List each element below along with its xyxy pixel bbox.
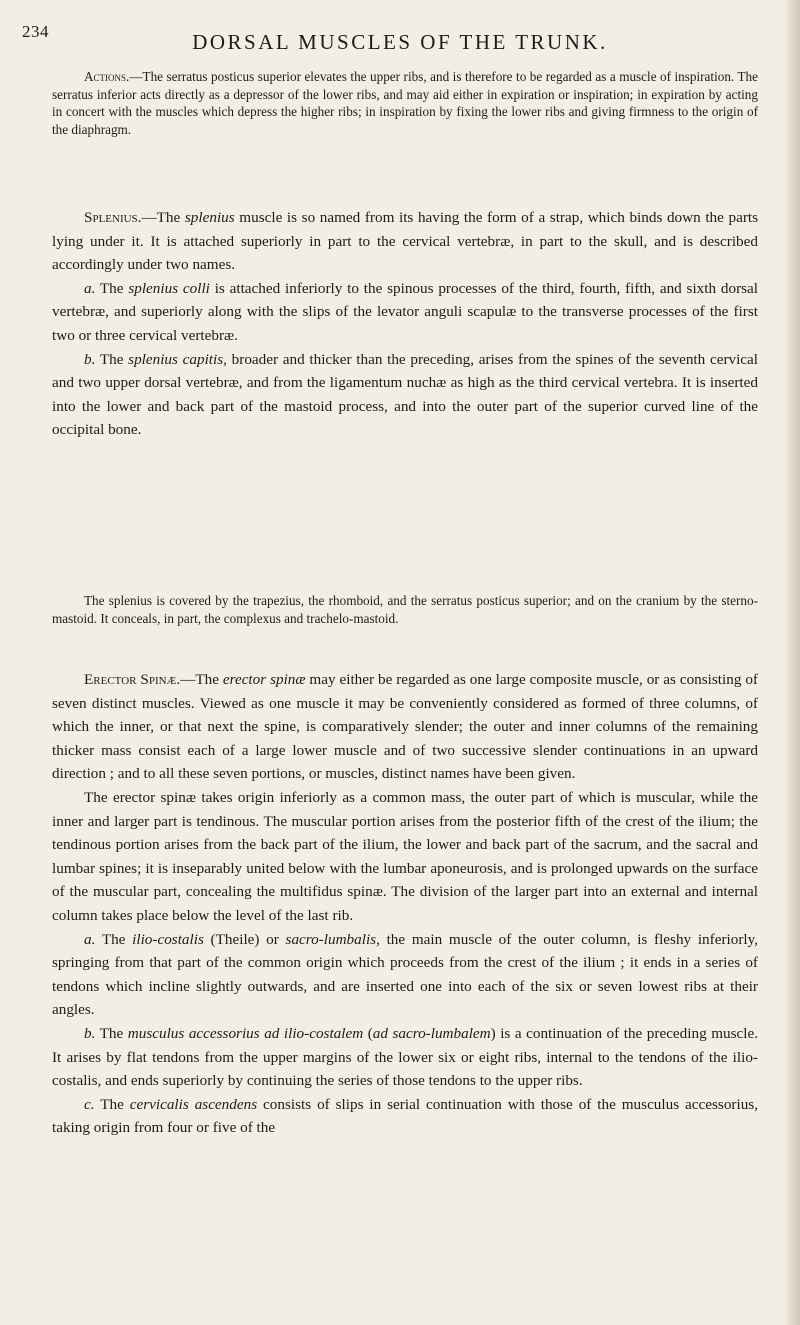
splenius-capitis-paragraph: b. The splenius capitis, broader and thicker than the preceding, arises from the spines of the seventh cervical and two upper dorsal vertebræ, and from the ligamentum nuchæ as high as the third cervical vertebra. It is inserted into the lower and back part of the mastoid process, and into the outer part of the superior curved line of the occipital bone.	[52, 350, 759, 439]
page-number: 234	[22, 22, 49, 41]
cervicalis-term: cervicalis ascendens	[129, 1095, 258, 1113]
ilio-costalis-term: ilio-costalis	[132, 930, 204, 948]
running-head: DORSAL MUSCLES OF THE TRUNK.	[192, 30, 608, 54]
erector-origin-paragraph: The erector spinæ takes origin inferiorly as a common mass, the outer part of which is muscular, while the inner and larger part is tendinous. The muscular portion arises from the posterior fifth of the crest of the ilium; the tendinous portion arises from the back part of the ilium, the lower and back part of the sacrum, and the sacral and lumbar spines; it is inseparably united below with the lumbar aponeurosis, and is prolonged upwards on the surface of the muscular part, concealing the multifidus spinæ. The division of the larger part into an external and internal column takes place below the level of the last rib.	[52, 788, 758, 924]
splenius-colli-paragraph: a. The splenius colli is attached inferiorly to the spinous processes of the third, fourth, fifth, and sixth dorsal vertebræ, and superiorly along with the slips of the levator anguli scapulæ to the transverse processes of the first two or three cervical vertebræ.	[52, 279, 759, 344]
ilio-costalis-paragraph: a. The ilio-costalis (Theile) or sacro-lumbalis, the main muscle of the outer column, is fleshy inferiorly, springing from that part of the common origin which proceeds from the crest of the ilium ; it ends in a series of tendons which incline slightly outwards, and are inserted one into each of the six or seven lowest ribs at their angles.	[52, 930, 759, 1019]
erector-intro: Erector Spinæ.—The erector spinæ may either be regarded as one large composite muscle, or as consisting of seven distinct muscles. Viewed as one muscle it may be conveniently considered as formed of three columns, of which the inner, or that next the spine, is comparatively slender; the outer and inner columns of the remaining thicker mass consist each of a large lower muscle and of two successive slender continuations in an upward direction ; and to all these seven portions, or muscles, distinct names have been given.	[52, 671, 758, 783]
actions-section	[52, 68, 758, 138]
c-marker: c.	[84, 1095, 95, 1113]
b-marker: b.	[84, 1024, 96, 1042]
sacro-lumbalis-term: sacro-lumbalis,	[285, 930, 380, 948]
accessorius-paragraph: b. The musculus accessorius ad ilio-costalem (ad sacro-lumbalem) is a continuation of the preceding muscle. It arises by flat tendons from the upper margins of the lower six or eight ribs, internal to the tendons of the ilio-costalis, and ends superiorly by continuing the series of those tendons to the upper ribs.	[52, 1024, 759, 1090]
page-edge	[786, 0, 800, 1325]
a-marker: a.	[84, 930, 96, 948]
splenius-note: The splenius is covered by the trapezius, the rhomboid, and the serratus posticus superior; and on the cranium by the sterno-mastoid. It conceals, in part, the complexus and trachelo-mastoid.	[52, 593, 758, 626]
splenius-section	[52, 206, 758, 442]
actions-heading: Actions.	[84, 69, 130, 84]
splenius-intro: Splenius.—The splenius muscle is so named from its having the form of a strap, which binds down the parts lying under it. It is attached superiorly in part to the cervical vertebræ, in part to the skull, and is described accordingly under two names.	[52, 209, 759, 274]
colli-marker: a.	[84, 279, 96, 297]
actions-text: —The serratus posticus superior elevates the upper ribs, and is therefore to be regarded as a muscle of inspiration. The serratus inferior acts directly as a depressor of the lower ribs, and may aid either in expiration or inspiration; in expiration by acting in concert with the muscles which depress the higher ribs; in inspiration by fixing the lower ribs and giving firmness to the origin of the diaphragm.	[52, 69, 758, 137]
actions-paragraph	[52, 68, 758, 138]
cervicalis-paragraph: c. The cervicalis ascendens consists of slips in serial continuation with those of the musculus accessorius, taking origin from four or five of the	[52, 1095, 759, 1137]
splenius-note-section	[52, 592, 758, 627]
colli-term: splenius colli	[128, 279, 210, 297]
erector-term: erector spinæ	[222, 671, 306, 688]
erector-heading: Erector Spinæ.	[84, 671, 181, 688]
ad-sacro-lumbalem-term: ad sacro-lumbalem	[372, 1024, 491, 1042]
capitis-marker: b.	[84, 350, 96, 368]
capitis-term: splenius capitis,	[128, 350, 227, 368]
erector-section	[52, 668, 758, 1140]
splenius-heading: Splenius.	[84, 209, 142, 226]
accessorius-term: musculus accessorius ad ilio-costalem	[127, 1024, 364, 1042]
splenius-term: splenius	[184, 209, 235, 226]
